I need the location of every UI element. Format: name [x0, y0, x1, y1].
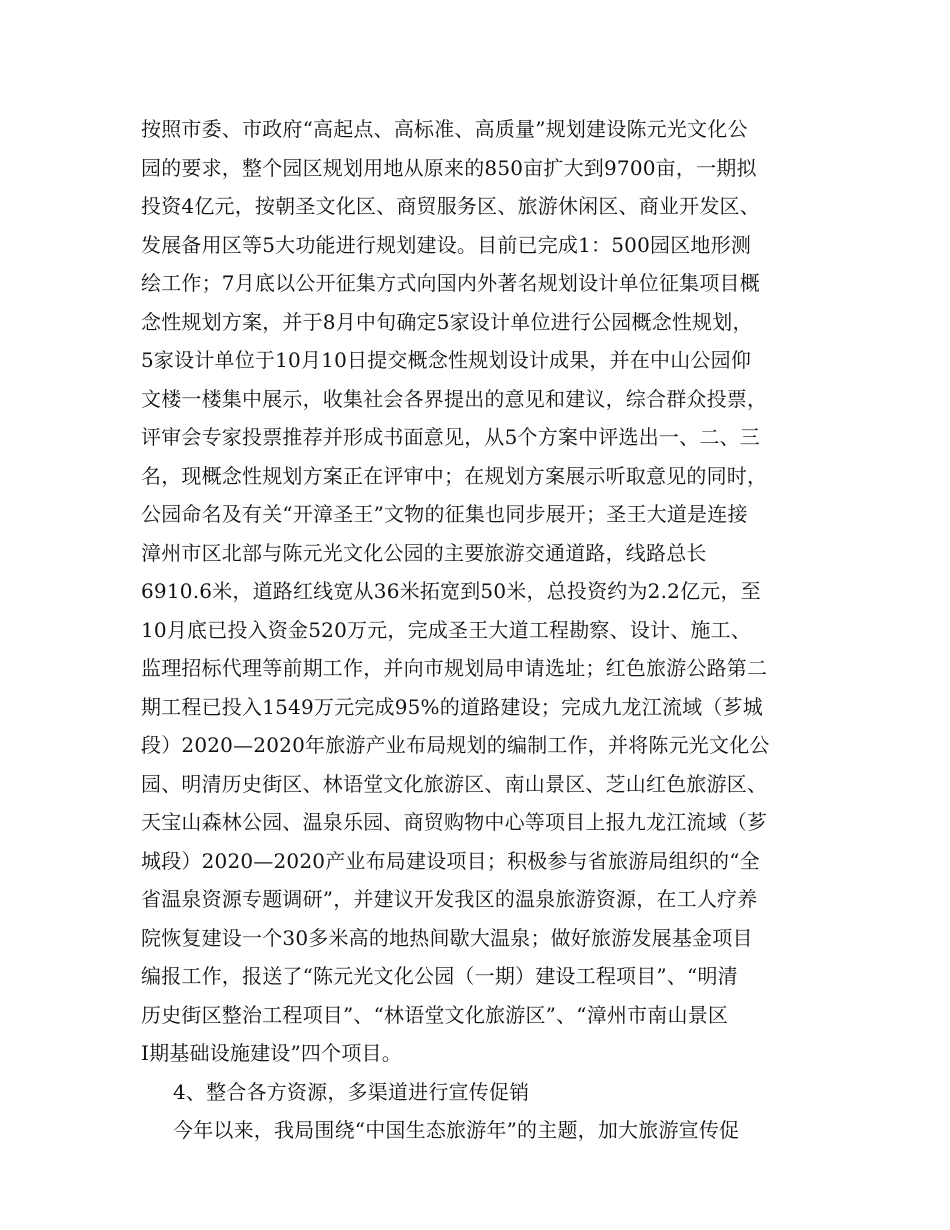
text-line: 监理招标代理等前期工作，并向市规划局申请选址；红色旅游公路第二 [141, 656, 768, 680]
text-line: 漳州市区北部与陈元光文化公园的主要旅游交通道路，线路总长 [141, 540, 707, 565]
text-line: 名，现概念性规划方案正在评审中；在规划方案展示听取意见的同时， [141, 463, 768, 488]
text-line: 发展备用区等5大功能进行规划建设。目前已完成1：500园区地形测 [141, 232, 752, 257]
text-line: 文楼一楼集中展示，收集社会各界提出的意见和建议，综合群众投票， [141, 386, 768, 411]
text-line: 城段）2020—2020产业布局建设项目；积极参与省旅游局组织的“全 [141, 848, 760, 873]
text-line: Ⅰ期基础设施建设”四个项目。 [141, 1041, 402, 1065]
text-line: 5家设计单位于10月10日提交概念性规划设计成果，并在中山公园仰 [141, 348, 752, 372]
paragraph [141, 110, 841, 1073]
text-line: 10月底已投入资金520万元，完成圣王大道工程勘察、设计、施工、 [141, 617, 752, 642]
text-line: 省温泉资源专题调研”，并建议开发我区的温泉旅游资源，在工人疗养 [141, 887, 758, 911]
text-line: 今年以来，我局围绕“中国生态旅游年”的主题，加大旅游宣传促 [173, 1118, 740, 1142]
text-line: 园、明清历史街区、林语堂文化旅游区、南山景区、芝山红色旅游区、 [141, 771, 768, 796]
text-line: 念性规划方案，并于8月中旬确定5家设计单位进行公园概念性规划， [141, 309, 753, 334]
text-line: 院恢复建设一个30多米高的地热间歇大温泉；做好旅游发展基金项目 [141, 925, 753, 950]
text-line: 6910.6米，道路红线宽从36米拓宽到50米，总投资约为2.2亿元，至 [141, 579, 761, 603]
text-line: 按照市委、市政府“高起点、高标准、高质量”规划建设陈元光文化公 [141, 117, 748, 141]
text-line: 园的要求，整个园区规划用地从原来的850亩扩大到9700亩，一期拟 [141, 155, 757, 180]
body-text [141, 110, 841, 1150]
text-line: 历史街区整治工程项目”、“林语堂文化旅游区”、“漳州市南山景区 [141, 1002, 729, 1027]
text-line: 评审会专家投票推荐并形成书面意见，从5个方案中评选出一、二、三 [141, 425, 760, 449]
section-heading: 4、整合各方资源，多渠道进行宣传促销 [173, 1079, 530, 1104]
text-line: 期工程已投入1549万元完成95%的道路建设；完成九龙江流域（芗城 [141, 694, 763, 719]
text-line: 公园命名及有关“开漳圣王”文物的征集也同步展开；圣王大道是连接 [141, 502, 748, 526]
text-line: 投资4亿元，按朝圣文化区、商贸服务区、旅游休闲区、商业开发区、 [141, 194, 760, 218]
text-line: 编报工作，报送了“陈元光文化公园（一期）建设工程项目”、“明清 [141, 964, 738, 988]
text-line: 天宝山森林公园、温泉乐园、商贸购物中心等项目上报九龙江流域（芗 [141, 810, 768, 834]
text-line: 绘工作；7月底以公开征集方式向国内外著名规划设计单位征集项目概 [141, 271, 760, 295]
text-line: 段）2020—2020年旅游产业布局规划的编制工作，并将陈元光文化公 [141, 733, 770, 757]
